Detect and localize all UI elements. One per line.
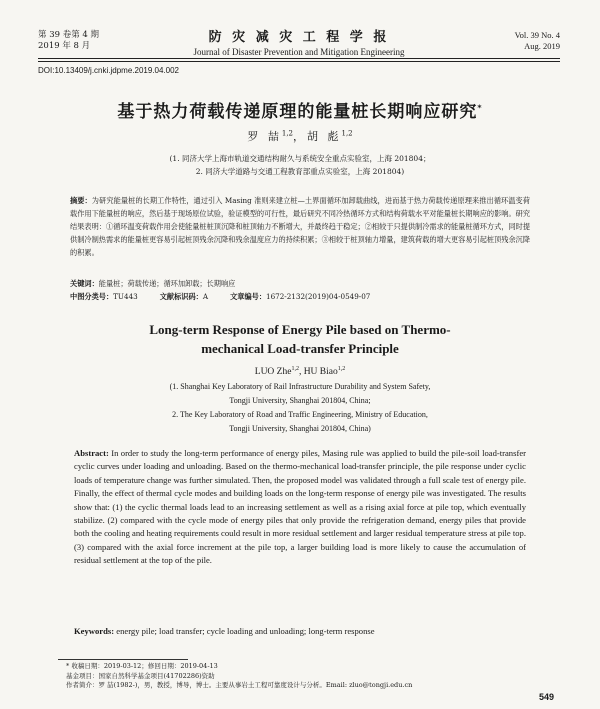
bio-text: 罗 喆(1982-)，男，教授，博导，博士。主要从事岩土工程可靠度设计与分析。Email: zluo@tongji.edu.cn xyxy=(98,681,413,689)
affiliation-en-line: (1. Shanghai Key Laboratory of Rail Infrastructure Durability and System Safety, xyxy=(169,382,431,391)
author-cn: 罗 喆 xyxy=(247,130,282,143)
doc-code-value: A xyxy=(202,292,209,301)
author-separator: , xyxy=(298,367,304,378)
article-no-value: 1672-2132(2019)04-0549-07 xyxy=(266,292,371,301)
author-separator: ， xyxy=(293,130,307,143)
affiliation-en-line: 2. The Key Laboratory of Road and Traffic Engineering, Ministry of Education, xyxy=(172,410,428,419)
date-cn: 2019 年 8 月 xyxy=(38,41,91,51)
paper-title-en xyxy=(0,320,600,358)
keywords-en-label: Keywords: xyxy=(74,626,115,636)
title-footnote-mark: * xyxy=(477,103,483,113)
doc-code-label: 文献标识码： xyxy=(159,292,203,301)
affiliation-en-line: Tongji University, Shanghai 201804, China) xyxy=(229,424,371,433)
classification-cn xyxy=(70,292,530,302)
paper-title-en-line: Long-term Response of Energy Pile based on Thermo- xyxy=(149,322,451,337)
author-cn: 胡 彪 xyxy=(307,130,342,143)
fund-text: 国家自然科学基金项目(41702286)资助 xyxy=(98,671,215,680)
header-right xyxy=(515,30,560,52)
footnote xyxy=(66,662,550,691)
date-en: Aug. 2019 xyxy=(524,41,560,51)
journal-title-en: Journal of Disaster Prevention and Mitigation Engineering xyxy=(193,47,405,57)
volume-en: Vol. 39 No. 4 xyxy=(514,30,560,40)
authors-cn xyxy=(0,128,600,144)
abstract-cn-text: 为研究能量桩的长期工作特性，通过引入 Masing 准则来建立桩—土界面循环加卸载曲线，进而基于热力荷载传递原理来推出循环温变荷载作用下能量桩的响应，然后基于现场原位试验，验证模型的可行性，最后研究不同冷热循环方式和结构荷载水平对能量桩长期响应的影响。研究结果表明：①循环温变荷载作用会使能量桩桩顶沉降和桩顶轴力不断增大，并最终趋于稳定；②相较于只提供制冷需求的能量桩循环方式，同时提供制冷制热需求的能量桩更容易引起桩顶残余沉降和残余温度应力的持续积累；③相较于桩顶轴力增量，建筑荷载的增大更容易引起桩顶残余沉降的积累。 xyxy=(70,196,531,257)
bio-label: 作者简介： xyxy=(66,681,99,689)
paper-title-cn-text: 基于热力荷载传递原理的能量桩长期响应研究 xyxy=(117,102,478,122)
author-affil-sup: 1,2 xyxy=(281,129,293,138)
author-en: LUO Zhe xyxy=(254,367,292,378)
abstract-cn-label: 摘要： xyxy=(70,196,92,205)
keywords-en-text: energy pile; load transfer; cycle loading and unloading; long-term response xyxy=(116,626,375,636)
abstract-en-label: Abstract: xyxy=(74,448,109,458)
authors-en xyxy=(0,366,600,377)
author-en: HU Biao xyxy=(303,367,338,378)
affiliation-cn-line: (1. 同济大学上海市轨道交通结构耐久与系统安全重点实验室，上海 201804； xyxy=(169,154,431,163)
footnote-rule xyxy=(58,659,188,660)
abstract-en-text: In order to study the long-term performance of energy piles, Masing rule was applied to build the pile-soil load-transfer cyclic curves under loading and unloading. Based on the thermo-mechanical load-transfer principle, the pile response under cyclic loads of temperature change was further simulated. Then, the proposed model was validated through a full scale test of energy pile. Finally, the effect of thermal cycle modes and building loads on the long-term response of energy pile was investigated. The results show that: (1) the cyclic thermal loads lead to an increasing settlement as well as a rising axial force at pile top, which eventually stabilize. (2) compared with the cycle mode of energy piles that only provide the refrigeration demand, energy piles that provide both the cooling and heating requirements could result in more residual settlement and larger residual temperature stress at pile top. (3) compared with the axial force increment at the pile top, a larger building load is more likely to cause the accumulation of residual settlement at the top of the pile. xyxy=(74,448,526,566)
keywords-cn-text: 能量桩；荷载传递；循环加卸载；长期响应 xyxy=(98,279,236,288)
header-rule-thick xyxy=(38,58,560,59)
footnote-dates: * 收稿日期：2019-03-12；修回日期：2019-04-13 xyxy=(66,662,218,670)
footnote-mark: * xyxy=(66,662,70,670)
affiliations-en xyxy=(0,380,600,436)
keywords-cn-label: 关键词： xyxy=(70,279,99,288)
page-number: 549 xyxy=(538,692,554,702)
doi: DOI:10.13409/j.cnki.jdpme.2019.04.002 xyxy=(38,66,179,75)
paper-title-cn xyxy=(0,97,600,122)
revised-label: 修回日期： xyxy=(147,662,181,670)
article-no-label: 文章编号： xyxy=(230,292,267,301)
abstract-cn xyxy=(70,194,530,259)
affiliations-cn xyxy=(0,152,600,178)
revised-date: 2019-04-13 xyxy=(180,662,218,670)
affiliation-en-line: Tongji University, Shanghai 201804, China; xyxy=(229,396,371,405)
footnote-fund xyxy=(66,672,550,682)
fund-label: 基金项目： xyxy=(66,671,99,680)
author-affil-sup: 1,2 xyxy=(337,366,346,372)
received-date: 2019-03-12 xyxy=(103,662,142,670)
abstract-en xyxy=(74,447,526,568)
header-rule-thin xyxy=(38,61,560,62)
author-affil-sup: 1,2 xyxy=(291,366,299,372)
clc-label: 中图分类号： xyxy=(70,292,114,301)
volume-cn: 第 39 卷第 4 期 xyxy=(38,30,100,40)
keywords-cn xyxy=(70,279,235,289)
clc-value: TU443 xyxy=(113,292,138,301)
journal-title-cn: 防 灾 减 灾 工 程 学 报 xyxy=(208,30,390,45)
footnote-bio xyxy=(66,681,550,691)
author-affil-sup: 1,2 xyxy=(341,129,353,138)
paper-title-en-line: mechanical Load-transfer Principle xyxy=(201,341,399,356)
keywords-en xyxy=(74,626,375,636)
running-header xyxy=(38,30,560,60)
affiliation-cn-line: 2. 同济大学道路与交通工程教育部重点实验室，上海 201804) xyxy=(195,167,405,176)
received-label: 收稿日期： xyxy=(71,662,104,670)
header-center xyxy=(38,30,560,58)
